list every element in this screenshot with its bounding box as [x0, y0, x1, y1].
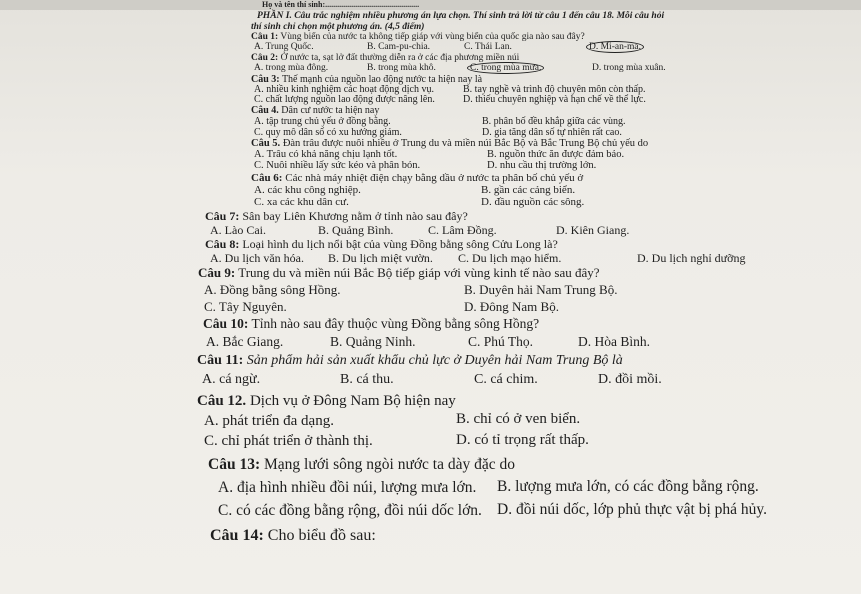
q2-option-c: [467, 64, 544, 74]
q7-option-c: C. Lâm Đồng.: [428, 223, 497, 237]
q2-option-b: B. trong mùa khô.: [367, 63, 436, 73]
q10-option-b: B. Quảng Ninh.: [330, 334, 416, 349]
q9-option-a: A. Đồng bằng sông Hồng.: [204, 282, 341, 297]
selected-answer-mark: D. Mi-an-ma.: [586, 41, 644, 53]
q7-option-d: D. Kiên Giang.: [556, 223, 630, 237]
q3-option-c: C. chất lượng nguồn lao động được nâng lên.: [254, 94, 435, 105]
question-1-stem: Câu 1: Vùng biển của nước ta không tiếp giáp với vùng biển của quốc gia nào sau đây?: [251, 32, 585, 42]
q1-option-b: B. Cam-pu-chia.: [367, 42, 431, 52]
q3-option-a: A. nhiều kinh nghiệm các hoạt động dịch vụ.: [254, 84, 434, 95]
q1-option-a: A. Trung Quốc.: [254, 42, 314, 52]
question-5-stem: Câu 5. Đàn trâu được nuôi nhiều ở Trung du và miền núi Bắc Bộ và Bắc Trung Bộ chủ yếu do: [251, 138, 649, 149]
question-10-stem: Câu 10: Tỉnh nào sau đây thuộc vùng Đồng bằng sông Hồng?: [203, 316, 540, 331]
question-2-stem: Câu 2: Ở nước ta, sạt lở đất thường diễn ra ở các địa phương miền núi: [251, 53, 520, 63]
q13-option-b: B. lượng mưa lớn, có các đồng bằng rộng.: [497, 478, 759, 495]
q5-option-d: D. nhu cầu thị trường lớn.: [487, 160, 597, 171]
selected-answer-mark: C. trong mùa mưa.: [467, 62, 544, 74]
q1-option-d: [586, 43, 644, 53]
q6-option-d: D. đầu nguồn các sông.: [481, 196, 585, 208]
q13-option-d: D. đồi núi dốc, lớp phủ thực vật bị phá hủy.: [497, 501, 768, 518]
q2-option-a: A. trong mùa đông.: [254, 63, 329, 73]
q13-option-a: A. địa hình nhiều đồi núi, lượng mưa lớn.: [218, 479, 477, 496]
q8-option-b: B. Du lịch miệt vườn.: [328, 251, 433, 265]
q6-option-b: B. gần các cảng biển.: [481, 184, 576, 196]
q3-option-b: B. tay nghề và trình độ chuyên môn còn thấp.: [463, 84, 646, 95]
q10-option-d: D. Hòa Bình.: [578, 334, 650, 349]
question-14-stem: Câu 14: Cho biểu đồ sau:: [210, 527, 376, 544]
q10-option-c: C. Phú Thọ.: [468, 334, 534, 349]
q5-option-b: B. nguồn thức ăn được đảm bảo.: [487, 149, 625, 160]
q5-option-a: A. Trâu có khả năng chịu lạnh tốt.: [254, 149, 398, 160]
question-12-stem: Câu 12. Dịch vụ ở Đông Nam Bộ hiện nay: [197, 393, 456, 409]
section-title: PHẦN I. Câu trắc nghiệm nhiều phương án lựa chọn. Thí sinh trả lời từ câu 1 đến câu 18. Mỗi câu hỏi: [257, 11, 665, 21]
question-3-stem: Câu 3: Thế mạnh của nguồn lao động nước ta hiện nay là: [251, 74, 483, 85]
q12-option-b: B. chỉ có ở ven biển.: [456, 411, 581, 427]
question-4-stem: Câu 4. Dân cư nước ta hiện nay: [251, 105, 380, 116]
question-7-stem: Câu 7: Sân bay Liên Khương nằm ở tỉnh nào sau đây?: [205, 209, 468, 223]
q13-option-c: C. có các đồng bằng rộng, đồi núi dốc lớn.: [218, 502, 482, 519]
q6-option-c: C. xa các khu dân cư.: [254, 196, 349, 208]
question-6-stem: Câu 6: Các nhà máy nhiệt điện chạy bằng dầu ở nước ta phân bố chủ yếu ở: [251, 172, 584, 184]
q12-option-a: A. phát triển đa dạng.: [204, 413, 334, 429]
question-13-stem: Câu 13: Mạng lưới sông ngòi nước ta dày đặc do: [208, 456, 515, 473]
q9-option-b: B. Duyên hải Nam Trung Bộ.: [464, 282, 618, 297]
q11-option-c: C. cá chim.: [474, 372, 538, 387]
q11-option-b: B. cá thu.: [340, 372, 394, 387]
q2-option-d: D. trong mùa xuân.: [592, 63, 666, 73]
q9-option-d: D. Đông Nam Bộ.: [464, 299, 559, 314]
q7-option-b: B. Quảng Bình.: [318, 223, 394, 237]
q4-option-b: B. phân bố đều khắp giữa các vùng.: [482, 116, 626, 127]
q1-option-c: C. Thái Lan.: [464, 42, 512, 52]
section-subtitle: thí sinh chỉ chọn một phương án. (4,5 điểm): [251, 22, 425, 32]
q3-option-d: D. thiếu chuyên nghiệp và hạn chế về thể lực.: [463, 94, 646, 105]
q4-option-c: C. quy mô dân số có xu hướng giảm.: [254, 127, 402, 138]
q12-option-d: D. có tỉ trọng rất thấp.: [456, 432, 589, 448]
q8-option-d: D. Du lịch nghỉ dưỡng: [637, 251, 746, 265]
q11-option-d: D. đồi mồi.: [598, 372, 662, 387]
page-top-edge: [0, 0, 861, 10]
q8-option-c: C. Du lịch mạo hiểm.: [458, 251, 562, 265]
question-11-stem: Câu 11: Sản phẩm hải sản xuất khẩu chủ lực ở Duyên hải Nam Trung Bộ là: [197, 353, 623, 368]
q6-option-a: A. các khu công nghiệp.: [254, 184, 361, 196]
q4-option-d: D. gia tăng dân số tự nhiên rất cao.: [482, 127, 622, 138]
q11-option-a: A. cá ngừ.: [202, 372, 261, 387]
q4-option-a: A. tập trung chủ yếu ở đồng bằng.: [254, 116, 391, 127]
q5-option-c: C. Nuôi nhiều lấy sức kéo và phân bón.: [254, 160, 421, 171]
question-8-stem: Câu 8: Loại hình du lịch nổi bật của vùng Đồng bằng sông Cửu Long là?: [205, 237, 558, 251]
q8-option-a: A. Du lịch văn hóa.: [210, 251, 304, 265]
student-name-line: Họ và tên thí sinh:...............................................: [262, 0, 420, 9]
q12-option-c: C. chỉ phát triển ở thành thị.: [204, 433, 373, 449]
question-9-stem: Câu 9: Trung du và miền núi Bắc Bộ tiếp giáp với vùng kinh tế nào sau đây?: [198, 265, 600, 280]
q7-option-a: A. Lào Cai.: [210, 223, 266, 237]
q10-option-a: A. Bắc Giang.: [206, 334, 284, 349]
q9-option-c: C. Tây Nguyên.: [204, 299, 287, 314]
